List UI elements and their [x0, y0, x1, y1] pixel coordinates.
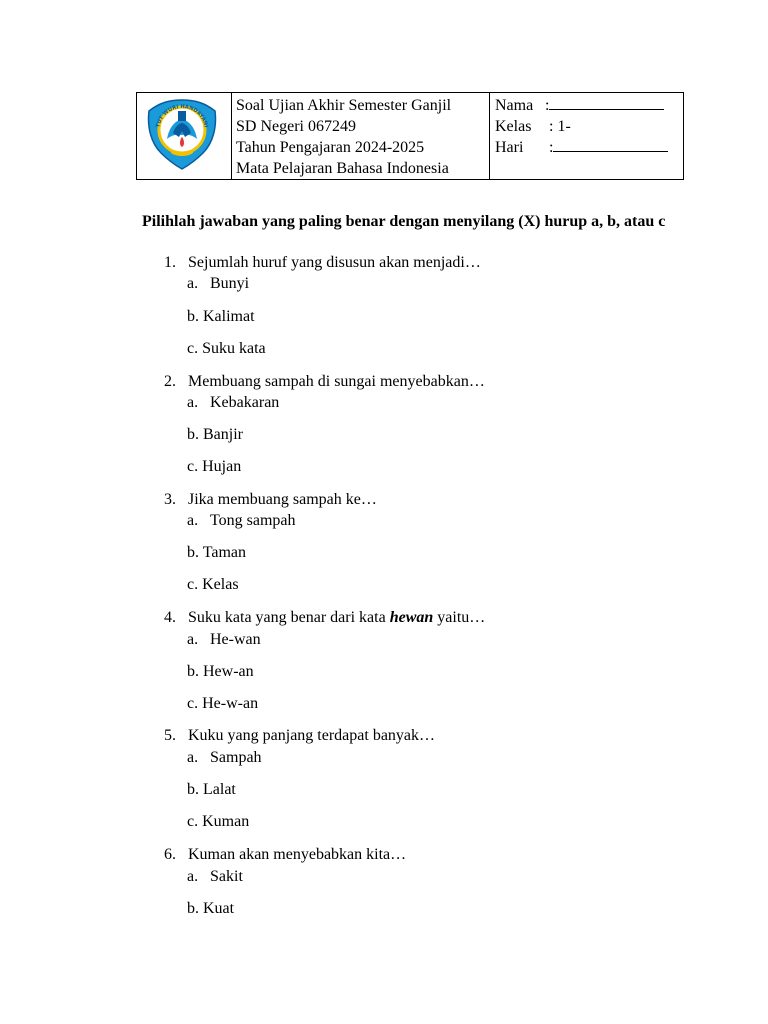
- option-letter: c.: [187, 813, 199, 830]
- option-1b[interactable]: [187, 306, 255, 327]
- option-text: He-wan: [210, 631, 261, 648]
- tut-wuri-handayani-logo: [145, 97, 219, 171]
- option-2a[interactable]: [187, 392, 279, 413]
- exam-header-table: [136, 92, 684, 180]
- question-text: Kuku yang panjang terdapat banyak…: [188, 727, 436, 744]
- option-letter: a.: [187, 749, 199, 766]
- kelas-row: [495, 116, 683, 137]
- option-text: Suku kata: [202, 340, 266, 357]
- student-identity-cell: [490, 93, 684, 180]
- option-3b[interactable]: [187, 542, 246, 563]
- option-letter: c.: [187, 695, 199, 712]
- question-2: [164, 371, 485, 392]
- svg-text:TUT WURI HANDAYANI: TUT WURI HANDAYANI: [155, 103, 209, 129]
- question-4: [164, 607, 485, 628]
- question-text-after: yaitu…: [433, 609, 486, 626]
- question-number: 2.: [164, 373, 176, 390]
- option-text: Hew-an: [203, 663, 254, 680]
- option-3a[interactable]: [187, 510, 296, 531]
- option-4c[interactable]: [187, 693, 258, 714]
- option-text: He-w-an: [202, 695, 259, 712]
- option-1a[interactable]: [187, 273, 249, 294]
- nama-colon: :: [545, 97, 550, 114]
- nama-label: Nama: [495, 97, 534, 114]
- option-text: Banjir: [203, 426, 243, 443]
- option-letter: c.: [187, 340, 199, 357]
- question-text: Kuman akan menyebabkan kita…: [188, 846, 407, 863]
- exam-title-line-4: Mata Pelajaran Bahasa Indonesia: [236, 160, 449, 177]
- option-text: Hujan: [202, 458, 242, 475]
- question-number: 6.: [164, 846, 176, 863]
- option-5b[interactable]: [187, 779, 236, 800]
- option-text: Kuat: [203, 900, 235, 917]
- option-text: Sampah: [210, 749, 262, 766]
- option-text: Kelas: [202, 576, 239, 593]
- hari-colon: :: [549, 139, 554, 156]
- exam-title-line-2: SD Negeri 067249: [236, 118, 356, 135]
- option-letter: c.: [187, 576, 199, 593]
- question-number: 3.: [164, 491, 176, 508]
- hari-row: [495, 137, 683, 158]
- option-5a[interactable]: [187, 747, 262, 768]
- question-number: 4.: [164, 609, 176, 626]
- kelas-value[interactable]: : 1-: [549, 118, 571, 135]
- option-letter: b.: [187, 544, 199, 561]
- option-letter: a.: [187, 868, 199, 885]
- option-2b[interactable]: [187, 424, 243, 445]
- exam-title-line-3: Tahun Pengajaran 2024-2025: [236, 139, 425, 156]
- option-text: Sakit: [210, 868, 243, 885]
- option-letter: a.: [187, 394, 199, 411]
- option-letter: a.: [187, 631, 199, 648]
- question-number: 1.: [164, 254, 176, 271]
- option-text: Kebakaran: [210, 394, 280, 411]
- option-letter: b.: [187, 900, 199, 917]
- instruction-text: Pilihlah jawaban yang paling benar dengan menyilang (X) hurup a, b, atau c: [142, 213, 666, 230]
- nama-blank-line[interactable]: [549, 95, 664, 110]
- question-text: Jika membuang sampah ke…: [188, 491, 377, 508]
- kelas-label: Kelas: [495, 118, 532, 135]
- option-3c[interactable]: [187, 574, 239, 595]
- question-5: [164, 725, 435, 746]
- option-1c[interactable]: [187, 338, 266, 359]
- option-text: Taman: [202, 544, 247, 561]
- option-5c[interactable]: [187, 811, 249, 832]
- option-text: Kalimat: [203, 308, 255, 325]
- option-letter: b.: [187, 781, 199, 798]
- question-3: [164, 489, 377, 510]
- hari-blank-line[interactable]: [553, 137, 668, 152]
- option-text: Kuman: [202, 813, 250, 830]
- option-6b[interactable]: [187, 898, 234, 919]
- question-number: 5.: [164, 727, 176, 744]
- exam-title-line-1: Soal Ujian Akhir Semester Ganjil: [236, 97, 452, 114]
- exam-title-cell: [232, 93, 490, 180]
- logo-cell: [137, 93, 232, 180]
- question-6: [164, 844, 406, 865]
- option-letter: b.: [187, 426, 199, 443]
- option-4a[interactable]: [187, 629, 261, 650]
- nama-row: [495, 95, 683, 116]
- option-letter: b.: [187, 308, 199, 325]
- question-text-before: Suku kata yang benar dari kata: [188, 609, 390, 626]
- option-6a[interactable]: [187, 866, 243, 887]
- option-letter: b.: [187, 663, 199, 680]
- hari-label: Hari: [495, 139, 524, 156]
- option-text: Tong sampah: [210, 512, 296, 529]
- question-text: Membuang sampah di sungai menyebabkan…: [188, 373, 485, 390]
- question-keyword: hewan: [389, 609, 434, 626]
- option-letter: a.: [187, 512, 199, 529]
- option-text: Lalat: [203, 781, 236, 798]
- option-2c[interactable]: [187, 456, 241, 477]
- question-1: [164, 252, 481, 273]
- option-text: Bunyi: [210, 275, 250, 292]
- option-4b[interactable]: [187, 661, 254, 682]
- option-letter: a.: [187, 275, 199, 292]
- question-text: Sejumlah huruf yang disusun akan menjadi…: [188, 254, 481, 271]
- option-letter: c.: [187, 458, 199, 475]
